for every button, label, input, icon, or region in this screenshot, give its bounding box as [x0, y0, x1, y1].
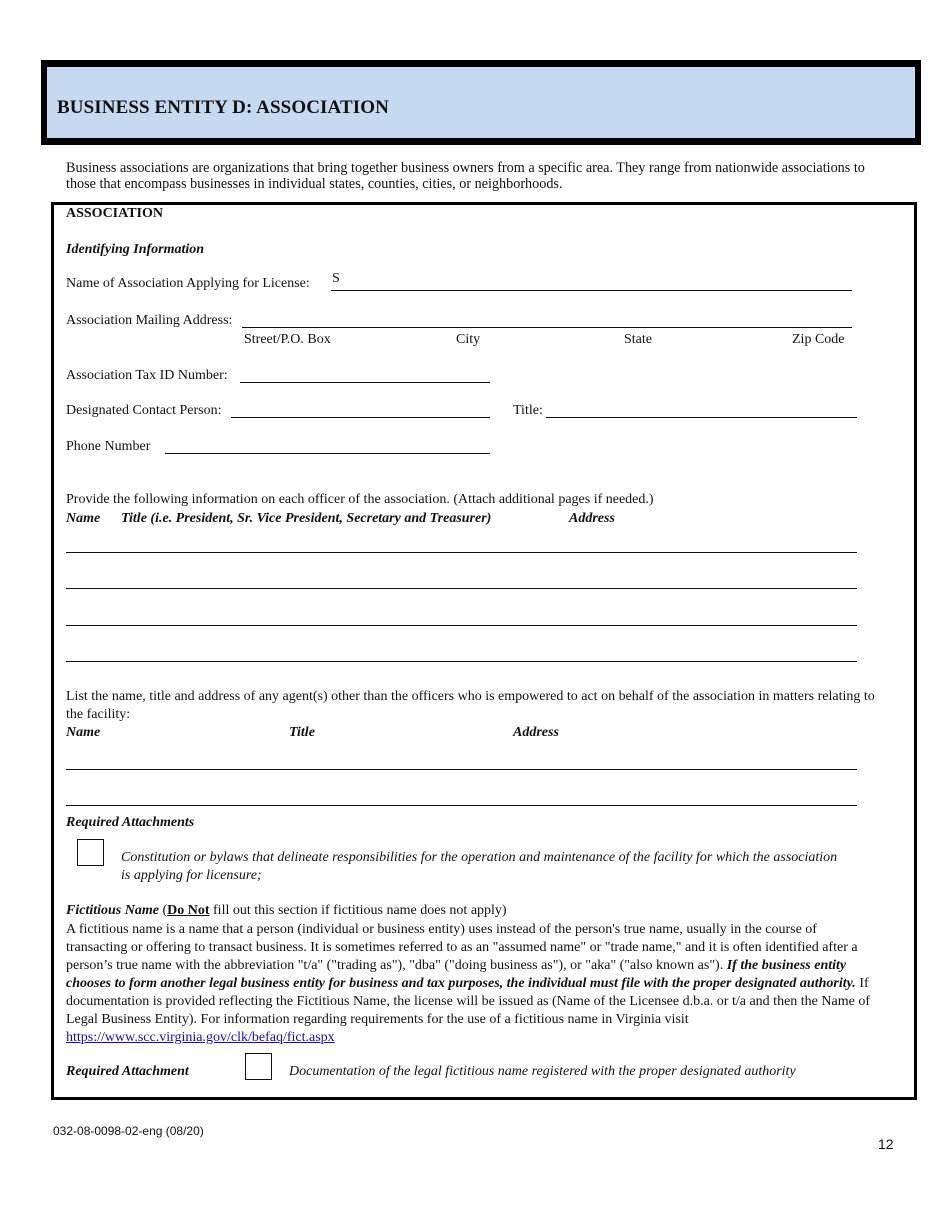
- form-section-title: ASSOCIATION: [66, 206, 163, 221]
- agents-col-address: Address: [513, 725, 559, 740]
- state-sublabel: State: [624, 332, 652, 347]
- fictitious-body: [66, 921, 878, 1047]
- mailing-address-field[interactable]: [242, 327, 852, 328]
- phone-label: Phone Number: [66, 439, 151, 454]
- officers-col-address: Address: [569, 511, 615, 526]
- bylaws-checkbox[interactable]: [77, 839, 104, 866]
- officers-col-title: Title (i.e. President, Sr. Vice President, Secretary and Treasurer): [121, 511, 492, 526]
- fictitious-body-bold: If the business entity chooses to form another legal business entity for business and tax purposes, the individual must file with the proper designated authority.: [66, 958, 856, 991]
- section-header-band: [41, 60, 921, 145]
- do-not-emphasis: Do Not: [167, 903, 210, 918]
- fictitious-name-link[interactable]: https://www.scc.virginia.gov/clk/befaq/fict.aspx: [66, 1030, 335, 1045]
- required-attachment-label: Required Attachment: [66, 1064, 189, 1079]
- fictitious-body-part1: A fictitious name is a name that a person (individual or business entity) uses instead of the person's true name, usually in the course of transacting or offering to transact business. It is sometimes referred to as an "assumed name" or "trade name," and it is often identified after a person’s true name with the abbreviation "t/a" ("trading as"), "dba" ("doing business as"), or "aka" ("also known as").: [66, 922, 858, 973]
- tax-id-label: Association Tax ID Number:: [66, 368, 228, 383]
- tax-id-field[interactable]: [240, 382, 490, 383]
- contact-person-label: Designated Contact Person:: [66, 403, 222, 418]
- association-name-label: Name of Association Applying for License:: [66, 276, 310, 291]
- agents-instruction: List the name, title and address of any agent(s) other than the officers who is empowered to act on behalf of the association in matters relating to the facility:: [66, 689, 875, 722]
- officer-row-line[interactable]: [66, 588, 857, 589]
- agents-col-title: Title: [289, 725, 315, 740]
- phone-field[interactable]: [165, 453, 490, 454]
- intro-paragraph: Business associations are organizations that bring together business owners from a specific area. They range from nationwide associations to those that encompass businesses in individual states, counties, cities, or neighborhoods.: [66, 160, 865, 192]
- association-name-value: S: [332, 271, 340, 286]
- officer-row-line[interactable]: [66, 552, 857, 553]
- contact-title-label: Title:: [513, 403, 543, 418]
- agents-col-name: Name: [66, 725, 101, 740]
- fictitious-heading: Fictitious Name: [66, 903, 159, 918]
- agent-row-line[interactable]: [66, 769, 857, 770]
- street-sublabel: Street/P.O. Box: [244, 332, 331, 347]
- fictitious-body-part2: If documentation is provided reflecting the Fictitious Name, the license will be issued as (Name of the Licensee d.b.a. or t/a and then the Name of Legal Business Entity). For information regarding requirements for the use of a fictitious name in Virginia visit: [66, 976, 870, 1027]
- contact-person-field[interactable]: [231, 417, 490, 418]
- officer-row-line[interactable]: [66, 625, 857, 626]
- fictitious-heading-rest: fill out this section if fictitious name does not apply): [209, 903, 507, 918]
- city-sublabel: City: [456, 332, 481, 347]
- section-title: BUSINESS ENTITY D: ASSOCIATION: [57, 97, 389, 118]
- fictitious-doc-checkbox[interactable]: [245, 1053, 272, 1080]
- page-number: 12: [878, 1136, 894, 1152]
- officer-row-line[interactable]: [66, 661, 857, 662]
- agent-row-line[interactable]: [66, 805, 857, 806]
- contact-title-field[interactable]: [546, 417, 857, 418]
- fictitious-heading-line: [66, 903, 507, 919]
- identifying-info-heading: Identifying Information: [66, 242, 205, 257]
- bylaws-attachment-text: Constitution or bylaws that delineate responsibilities for the operation and maintenance of the facility for which the association is applying for licensure;: [121, 850, 838, 883]
- section-header-fill: [47, 67, 915, 138]
- mailing-address-label: Association Mailing Address:: [66, 313, 233, 328]
- form-code: 032-08-0098-02-eng (08/20): [53, 1124, 204, 1138]
- association-name-field[interactable]: [331, 290, 852, 291]
- fictitious-open-paren: (: [158, 903, 168, 918]
- fictitious-doc-text: Documentation of the legal fictitious name registered with the proper designated authority: [289, 1064, 796, 1079]
- attachments-heading: Required Attachments: [66, 815, 195, 830]
- officers-instruction: Provide the following information on each officer of the association. (Attach additional pages if needed.): [66, 492, 654, 507]
- officers-col-name: Name: [66, 511, 101, 526]
- zip-sublabel: Zip Code: [792, 332, 845, 347]
